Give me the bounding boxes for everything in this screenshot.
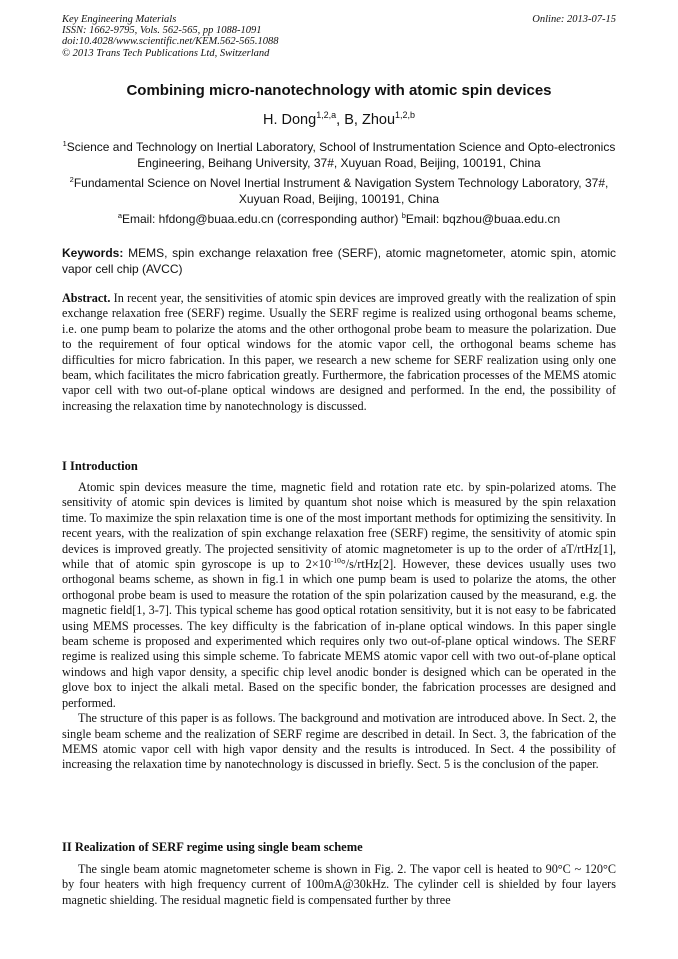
intro-p1-part-a: Atomic spin devices measure the time, magnetic field and rotation rate etc. by spin-polarized atoms. The sensitivity of atomic spin devices is limited by quantum shot noise which is measured by the spin relaxation time. To maximize the spin relaxation time is one of the most important methods for optimizing the sensitivity. In recent years, with the realization of spin exchange relaxation free (SERF) regime, the sensitivity of atomic spin devices is improved greatly. The projected sensitivity of atomic magnetometer is up to the order of aT/rtHz[1], while that of atomic spin gyroscope is up to 2×10 <box>62 480 616 572</box>
author-line <box>0 112 678 128</box>
affiliation-1 <box>62 139 616 171</box>
section-1-body <box>62 480 616 773</box>
intro-p1-part-b: °/s/rtHz[2]. However, these devices usually uses two orthogonal beams scheme, as shown in fig.1 in which one pump beam is used to polarize the atoms, the other orthogonal probe beam is used to measure the rotation of the spin polarization caused by the measurand, e.g. the magnetic field[1, 3-7]. This typical scheme has good optical rotation sensitivity, but it is not easy to be fabricated using MEMS processes. The key difficulty is the fabrication of in-plane optical windows. In this paper single beam scheme is proposed and experimented which requires only two out-of-plane optical windows. The SERF regime is realized using this simple scheme. To fabricate MEMS atomic vapor cell with two out-of-plane optical windows and high vapor density, a specific chip level anodic bonder is designed which can be operated in the glove box to inject the alkali metal. Based on the specific bonder, the fabrication processes are designed and performed. <box>62 557 617 710</box>
section-2-body <box>62 862 616 908</box>
keywords <box>62 245 616 277</box>
paper-title: Combining micro-nanotechnology with atomic spin devices <box>126 82 552 99</box>
affiliation-1-text: Science and Technology on Inertial Laboratory, School of Instrumentation Science and Opto-electronics Engineering, Beihang University, 37#, Xuyuan Road, Beijing, 100191, China <box>66 140 616 170</box>
intro-p1-exponent: -10 <box>330 555 341 565</box>
author-2-affil: 1,2,b <box>395 110 415 121</box>
online-date: Online: 2013-07-15 <box>532 14 616 25</box>
copyright-line: © 2013 Trans Tech Publications Ltd, Switzerland <box>62 47 270 59</box>
affiliation-1-sup: 1 <box>62 139 67 148</box>
author-separator: , <box>336 112 345 128</box>
affiliation-2-sup: 2 <box>69 175 74 184</box>
journal-header <box>62 14 616 59</box>
keywords-label: Keywords: <box>62 246 124 260</box>
email-b: Email: bqzhou@buaa.edu.cn <box>405 212 561 226</box>
issn-line: ISSN: 1662-9795, Vols. 562-565, pp 1088-1091 <box>62 25 262 37</box>
intro-paragraph-1 <box>62 480 616 711</box>
intro-paragraph-2: The structure of this paper is as follows. The background and motivation are introduced above. In Sect. 2, the single beam scheme and the realization of SERF regime are described in detail. In Sect. 3, the fabrication of the MEMS atomic vapor cell with high vapor density and the results is introduced. In Sect. 4 the possibility of increasing the relaxation time by nanotechnology is discussed in briefly. Sect. 5 is the conclusion of the paper. <box>62 711 616 772</box>
email-a-sup: a <box>117 211 122 220</box>
author-1: H. Dong <box>262 112 317 128</box>
section-2-heading: II Realization of SERF regime using single beam scheme <box>62 840 363 854</box>
journal-name: Key Engineering Materials <box>62 14 177 25</box>
abstract-label: Abstract. <box>62 291 111 305</box>
author-2: B, Zhou <box>344 112 396 128</box>
email-b-sup: b <box>401 211 406 220</box>
email-a: Email: hfdong@buaa.edu.cn (corresponding author) <box>122 212 402 226</box>
keywords-text: MEMS, spin exchange relaxation free (SERF), atomic magnetometer, atomic spin, atomic vapor cell chip (AVCC) <box>62 246 616 276</box>
doi-line: doi:10.4028/www.scientific.net/KEM.562-565.1088 <box>62 36 279 48</box>
section-1-heading: I Introduction <box>62 459 138 473</box>
affiliation-2 <box>62 175 616 207</box>
abstract-text: In recent year, the sensitivities of atomic spin devices are improved greatly with the realization of spin exchange relaxation free (SERF) regime. Usually the SERF regime is realized using orthogonal beams scheme, i.e. one pump beam to polarize the atoms and the other orthogonal probe beam to measure the polarization. Due to the requirement of four optical windows for the atomic vapor cell, the orthogonal beams scheme has difficulties for micro fabrication. In this paper, we research a new scheme for SERF realization using only one beam, which facilitates the micro fabrication greatly. Furthermore, the fabrication processes of the MEMS atomic vapor cell with two out-of-plane optical windows are designed and performed. In the end, the possibility of increasing the relaxation time by nanotechnology is discussed. <box>62 291 616 413</box>
abstract <box>62 291 616 414</box>
section-2-paragraph-1: The single beam atomic magnetometer scheme is shown in Fig. 2. The vapor cell is heated to 90°C ~ 120°C by four heaters with high frequency current of 100mA@30kHz. The cylinder cell is shielded by four layers magnetic shielding. The residual magnetic field is compensated further by three <box>62 862 616 907</box>
affiliation-2-text: Fundamental Science on Novel Inertial Instrument & Navigation System Technology Laboratory, 37#, Xuyuan Road, Beijing, 100191, China <box>73 176 609 206</box>
author-1-affil: 1,2,a <box>316 110 337 121</box>
email-line <box>62 211 616 227</box>
